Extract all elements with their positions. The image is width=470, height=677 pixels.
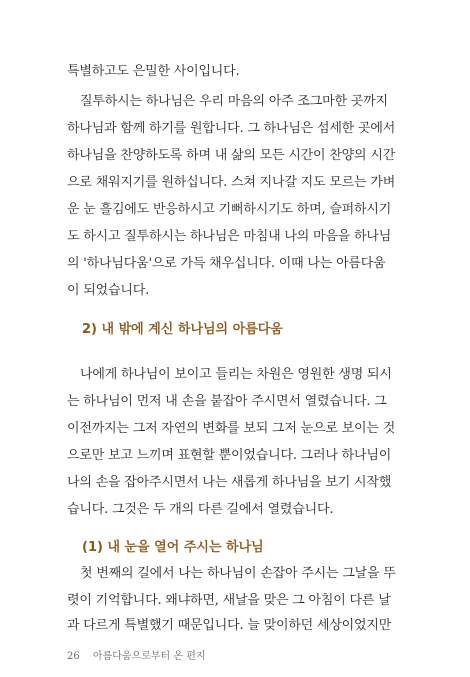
page-footer bbox=[67, 651, 206, 663]
subsection-heading: (1) 내 눈을 열어 주시는 하나님 bbox=[82, 540, 264, 555]
body-line: 으로 채워지기를 원하십니다. 스쳐 지나갈 지도 모르는 가벼 bbox=[67, 175, 396, 190]
body-line: 는 하나님이 먼저 내 손을 붙잡아 주시면서 열렸습니다. 그 bbox=[67, 394, 387, 409]
body-line: 으로만 보고 느끼며 표현할 뿐이었습니다. 그러나 하나님이 bbox=[67, 448, 392, 463]
body-line: 습니다. 그것은 두 개의 다른 길에서 열렸습니다. bbox=[67, 502, 334, 517]
body-line: 과 다르게 특별했기 때문입니다. 늘 맞이하던 세상이었지만 bbox=[67, 618, 392, 633]
body-line: 질투하시는 하나님은 우리 마음의 아주 조그마한 곳까지 bbox=[80, 94, 388, 109]
body-line: 도 하시고 질투하시는 하나님은 마침내 나의 마음을 하나님 bbox=[67, 229, 392, 244]
running-title: 아름다움으로부터 온 편지 bbox=[92, 651, 206, 662]
body-line: 렷이 기억합니다. 왜냐하면, 새날을 맞은 그 아침이 다른 날 bbox=[67, 593, 391, 608]
body-line: 의 '하나님다움'으로 가득 채우십니다. 이때 나는 아름다움 bbox=[67, 256, 386, 271]
body-line: 하나님과 함께 하기를 원합니다. 그 하나님은 섬세한 곳에서 bbox=[67, 121, 396, 136]
body-line: 나에게 하나님이 보이고 들리는 차원은 영원한 생명 되시 bbox=[80, 367, 392, 382]
body-line: 운 눈 흘김에도 반응하시고 기뻐하시기도 하며, 슬퍼하시기 bbox=[67, 202, 392, 217]
body-line: 이전까지는 그저 자연의 변화를 보되 그저 눈으로 보이는 것 bbox=[67, 421, 396, 436]
body-line: 특별하고도 은밀한 사이입니다. bbox=[67, 64, 240, 79]
page-number: 26 bbox=[67, 651, 80, 662]
section-heading: 2) 내 밖에 계신 하나님의 아름다움 bbox=[82, 322, 283, 337]
body-line: 이 되었습니다. bbox=[67, 283, 150, 298]
body-line: 하나님을 찬양하도록 하며 내 삶의 모든 시간이 찬양의 시간 bbox=[67, 148, 396, 163]
body-line: 나의 손을 잡아주시면서 나는 새롭게 하나님을 보기 시작했 bbox=[67, 475, 392, 490]
body-line: 첫 번째의 길에서 나는 하나님이 손잡아 주시는 그날을 뚜 bbox=[80, 566, 396, 581]
